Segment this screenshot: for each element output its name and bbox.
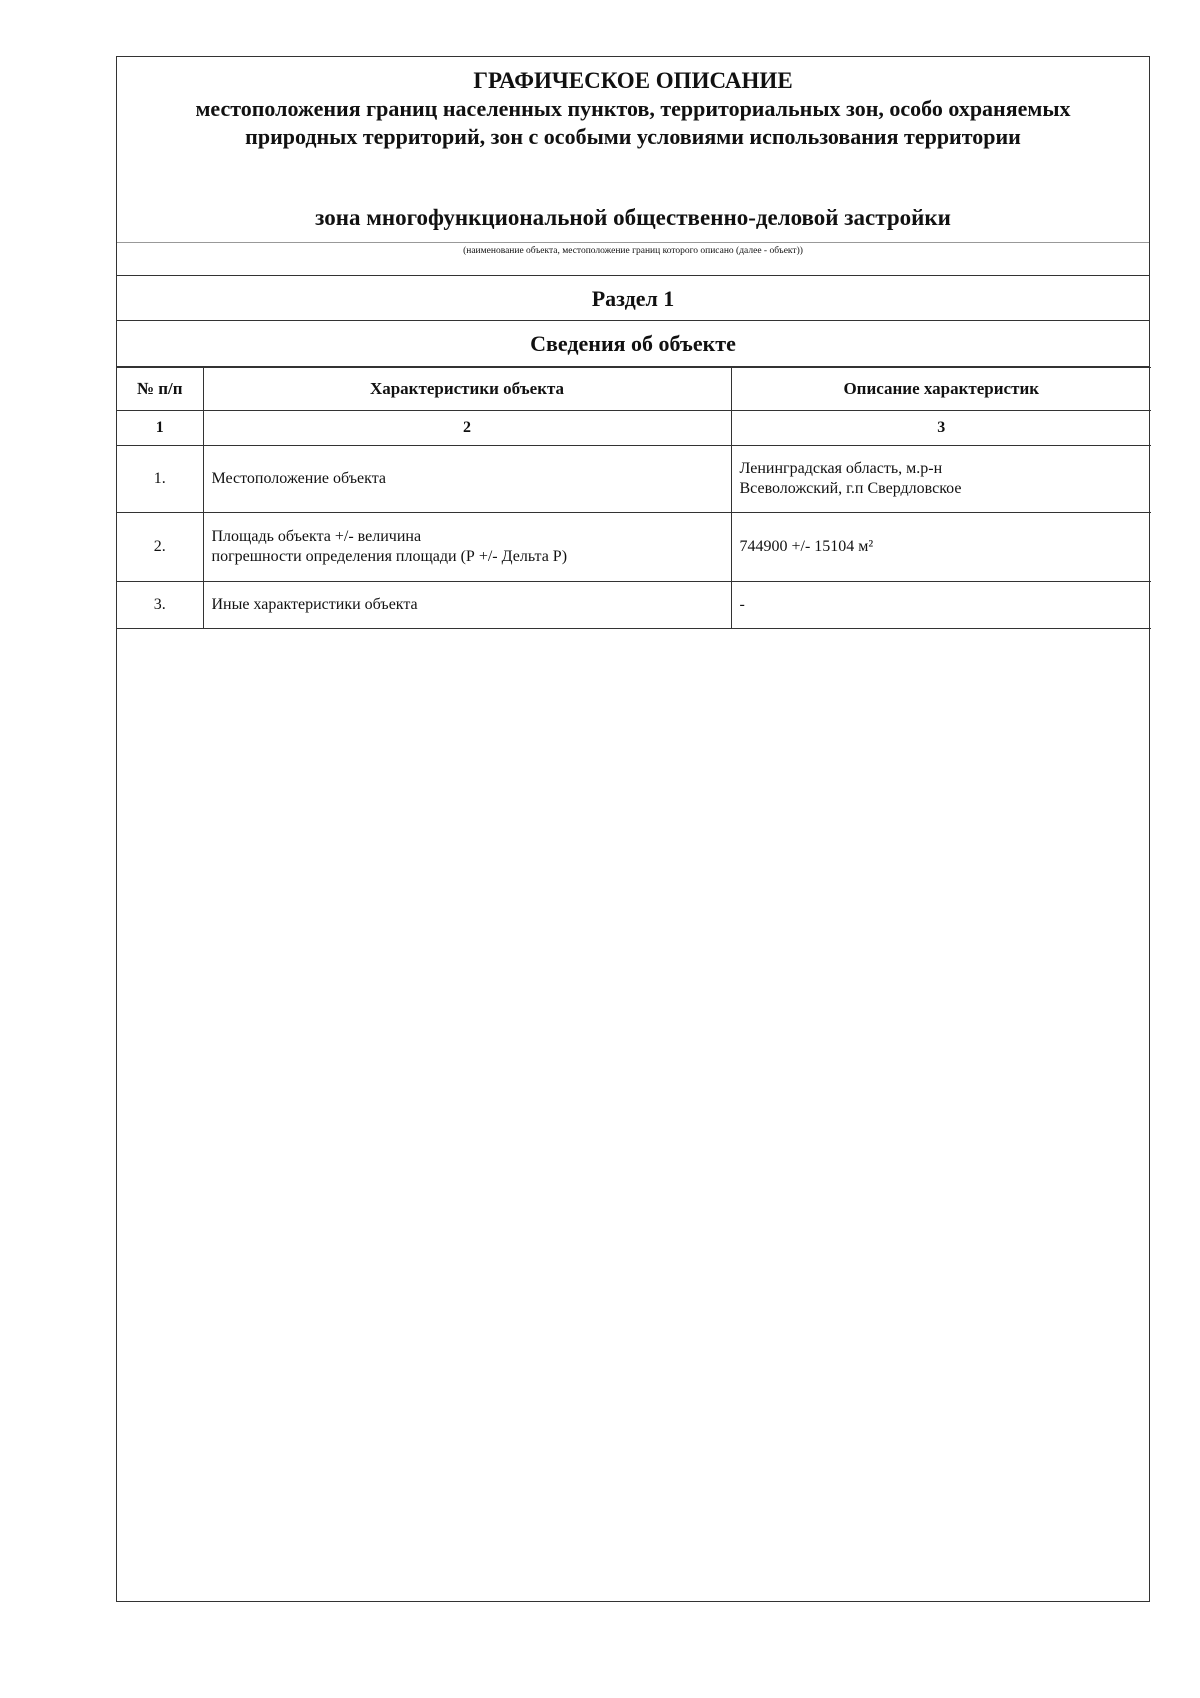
row-characteristic-text: Иные характеристики объекта <box>211 596 418 613</box>
row-description-text: - <box>739 596 745 613</box>
column-header-number: № п/п <box>117 368 203 411</box>
object-caption: (наименование объекта, местоположение границ которого описано (далее - объект)) <box>117 242 1149 276</box>
row-characteristic <box>203 446 731 513</box>
column-number-row <box>117 411 1151 446</box>
row-description-text: Ленинградская область, м.р-н Всеволожский, г.п Свердловское <box>739 460 962 497</box>
row-description-text: 744900 +/- 15104 м² <box>739 538 874 555</box>
row-characteristic-text: Площадь объекта +/- величина погрешности определения площади (Р +/- Дельта Р) <box>211 528 568 565</box>
table-row <box>117 582 1151 629</box>
column-number: 2 <box>203 411 731 446</box>
table-header-row <box>117 368 1151 411</box>
row-index: 1. <box>117 446 203 513</box>
document-title: ГРАФИЧЕСКОЕ ОПИСАНИЕ <box>473 68 793 93</box>
document-subtitle: местоположения границ населенных пунктов, территориальных зон, особо охраняемых природных территорий, зон с особыми условиями использования территории <box>195 96 1071 149</box>
row-characteristic <box>203 582 731 629</box>
column-header-description: Описание характеристик <box>731 368 1151 411</box>
row-description <box>731 582 1151 629</box>
row-characteristic <box>203 513 731 582</box>
table-row <box>117 513 1151 582</box>
column-number: 1 <box>117 411 203 446</box>
row-index: 2. <box>117 513 203 582</box>
section-subtitle: Сведения об объекте <box>117 321 1149 367</box>
row-characteristic-text: Местоположение объекта <box>211 470 386 487</box>
row-description <box>731 513 1151 582</box>
section-title: Раздел 1 <box>117 276 1149 321</box>
row-index: 3. <box>117 582 203 629</box>
column-header-characteristic: Характеристики объекта <box>203 368 731 411</box>
document-frame <box>116 56 1150 1602</box>
column-number: 3 <box>731 411 1151 446</box>
object-name: зона многофункциональной общественно-деловой застройки <box>315 205 951 230</box>
table-row <box>117 446 1151 513</box>
document-header <box>117 57 1149 242</box>
object-info-table <box>117 367 1151 629</box>
row-description <box>731 446 1151 513</box>
